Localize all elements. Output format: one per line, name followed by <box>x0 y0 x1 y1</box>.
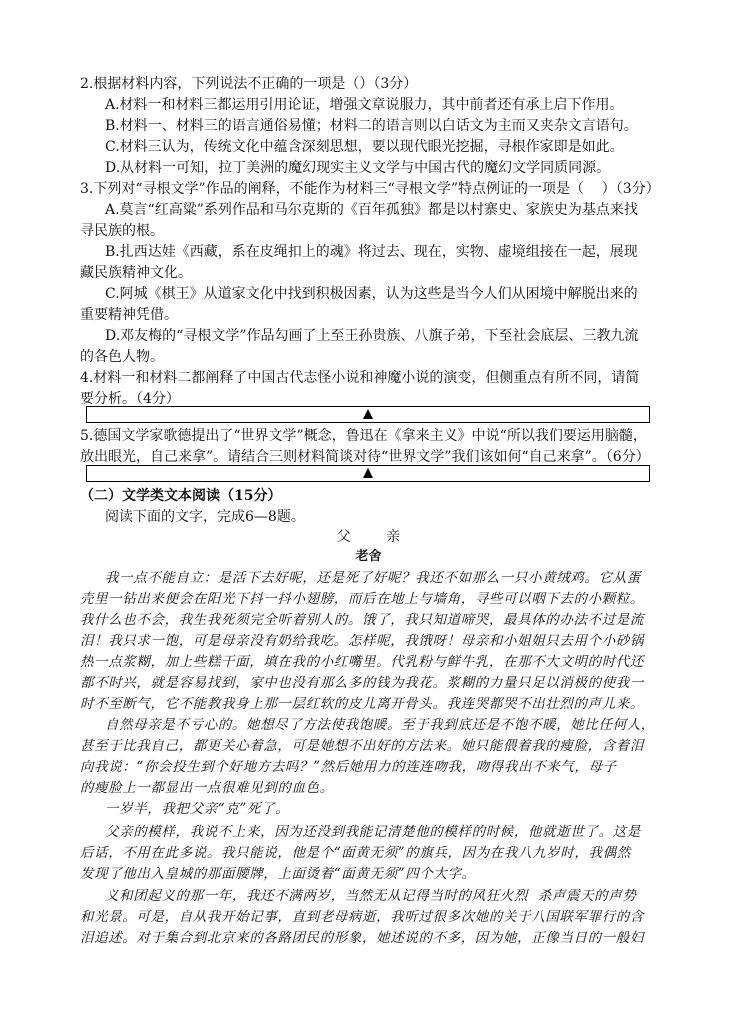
passage-line: 父亲的模样，我说不上来，因为还没到我能记清楚他的模样的时候，他就逝世了。这是 <box>105 824 641 840</box>
passage-line: 的瘦脸上一都显出一点很难见到的血色。 <box>80 780 334 796</box>
question-4-line2: 要分析。（4分） <box>80 391 180 407</box>
passage-line: 自然母亲是不亏心的。她想尽了方法使我饱暖。至于我到底还是不饱不暖，她比任何人， <box>105 717 655 733</box>
passage-line: 我什么也不会，我生我死须完全听着别人的。饿了，我只知道啼哭，最具体的办法不过是流 <box>80 612 644 628</box>
passage-line: 热一点浆糊，加上些糕干面，填在我的小红嘴里。代乳粉与鲜牛乳，在那不大文明的时代还 <box>80 654 644 670</box>
passage-line: 泪追述。对于集合到北京来的各路团民的形象，她述说的不多，因为她，正像当日的一般妇 <box>80 930 644 946</box>
section-heading: （二）文学类文本阅读（15分） <box>80 488 282 504</box>
question-2-option-c: C.材料三认为，传统文化中蕴含深刻思想，要以现代眼光挖掘，寻根作家即是如此。 <box>105 139 624 155</box>
question-3-option-d-line1: D.邓友梅的“寻根文学”作品勾画了上至王孙贵族、八旗子弟，下至社会底层、三教九流 <box>105 328 639 344</box>
question-4-answer-box[interactable] <box>86 406 650 423</box>
passage-line: 我一点不能自立：是活下去好呢，还是死了好呢？我还不如那么一只小黄绒鸡。它从蛋 <box>105 570 641 586</box>
passage-line: 泪！我只求一饱，可是母亲没有奶给我吃。怎样呢，我饿呀！母亲和小姐姐只去用个小砂锅 <box>80 633 644 649</box>
passage-line: 后话，不用在此多说。我只能说，他是个“面黄无须”的旗兵，因为在我八九岁时，我偶然 <box>80 845 631 861</box>
question-4-line1: 4.材料一和材料二都阐释了中国古代志怪小说和神魔小说的演变，但侧重点有所不同，请简 <box>80 370 640 386</box>
passage-line: 一岁半，我把父亲“克”死了。 <box>105 801 290 817</box>
question-3-option-c-line1: C.阿城《棋王》从道家文化中找到积极因素，认为这些是当今人们从困境中解脱出来的 <box>105 286 638 302</box>
passage-line: 壳里一钻出来便会在阳光下抖一抖小翅膀，而后在地上与墙角，寻些可以咽下去的小颗粒。 <box>80 591 644 607</box>
answer-triangle-icon <box>363 468 373 478</box>
question-5-line1: 5.德国文学家歌德提出了“世界文学”概念，鲁迅在《拿来主义》中说“所以我们要运用脑髓， <box>80 428 647 444</box>
passage-line: 甚至于比我自己，都更关心着急，可是她想不出好的方法来。她只能偎着我的瘦脸，含着泪 <box>80 738 644 754</box>
question-5-line2: 放出眼光，自己来拿”。请结合三则材料简谈对待“世界文学”我们该如何“自己来拿”。（6分） <box>80 449 650 465</box>
question-3-option-c-line2: 重要精神凭借。 <box>80 307 178 323</box>
section-instruction: 阅读下面的文字，完成6—8题。 <box>105 509 305 525</box>
passage-line: 发现了他出入皇城的那面腰牌，上面烫着“面黄无须”四个大字。 <box>80 866 476 882</box>
passage-line: 义和团起义的那一年，我还不满两岁，当然无从记得当时的风狂火烈 杀声震天的声势 <box>105 888 637 904</box>
passage-line: 和光景。可是，自从我开始记事，直到老母病逝，我听过很多次她的关于八国联军罪行的含 <box>80 909 644 925</box>
passage-title: 父 亲 <box>336 529 401 545</box>
question-2-stem: 2.根据材料内容，下列说法不正确的一项是（）（3分） <box>80 76 418 92</box>
question-2-option-a: A.材料一和材料三都运用引用论证，增强文章说服力，其中前者还有承上启下作用。 <box>105 97 624 113</box>
question-3-option-b-line2: 藏民族精神文化。 <box>80 265 192 281</box>
question-2-option-b: B.材料一、材料三的语言通俗易懂；材料二的语言则以白话文为主而又夹杂文言语句。 <box>105 118 638 134</box>
question-3-stem: 3.下列对“寻根文学”作品的阐释，不能作为材料三“寻根文学”特点例证的一项是（ ）（3分） <box>80 181 660 197</box>
question-5-answer-box[interactable] <box>86 465 650 482</box>
question-3-option-b-line1: B.扎西达娃《西藏，系在皮绳扣上的魂》将过去、现在，实物、虚境组接在一起，展现 <box>105 244 638 260</box>
passage-author: 老舍 <box>355 549 382 564</box>
question-3-option-d-line2: 的各色人物。 <box>80 349 164 365</box>
question-3-option-a-line1: A.莫言“红高粱”系列作品和马尔克斯的《百年孤独》都是以村寨史、家族史为基点来找 <box>105 202 638 218</box>
passage-line: 向我说：“你会投生到个好地方去吗？”然后她用力的连连吻我，吻得我出不来气，母子 <box>80 759 617 775</box>
answer-triangle-icon <box>363 409 373 419</box>
passage-line: 时不至断气，它不能教我身上那一层红软的皮儿离开骨头。我连哭都哭不出壮烈的声儿来。 <box>80 696 644 712</box>
question-3-option-a-line2: 寻民族的根。 <box>80 223 164 239</box>
passage-line: 都不时兴，就是容易找到，家中也没有那么多的钱为我花。浆糊的力量只足以消极的使我一 <box>80 675 644 691</box>
question-2-option-d: D.从材料一可知，拉丁美洲的魔幻现实主义文学与中国古代的魔幻文学同质同源。 <box>105 160 611 176</box>
